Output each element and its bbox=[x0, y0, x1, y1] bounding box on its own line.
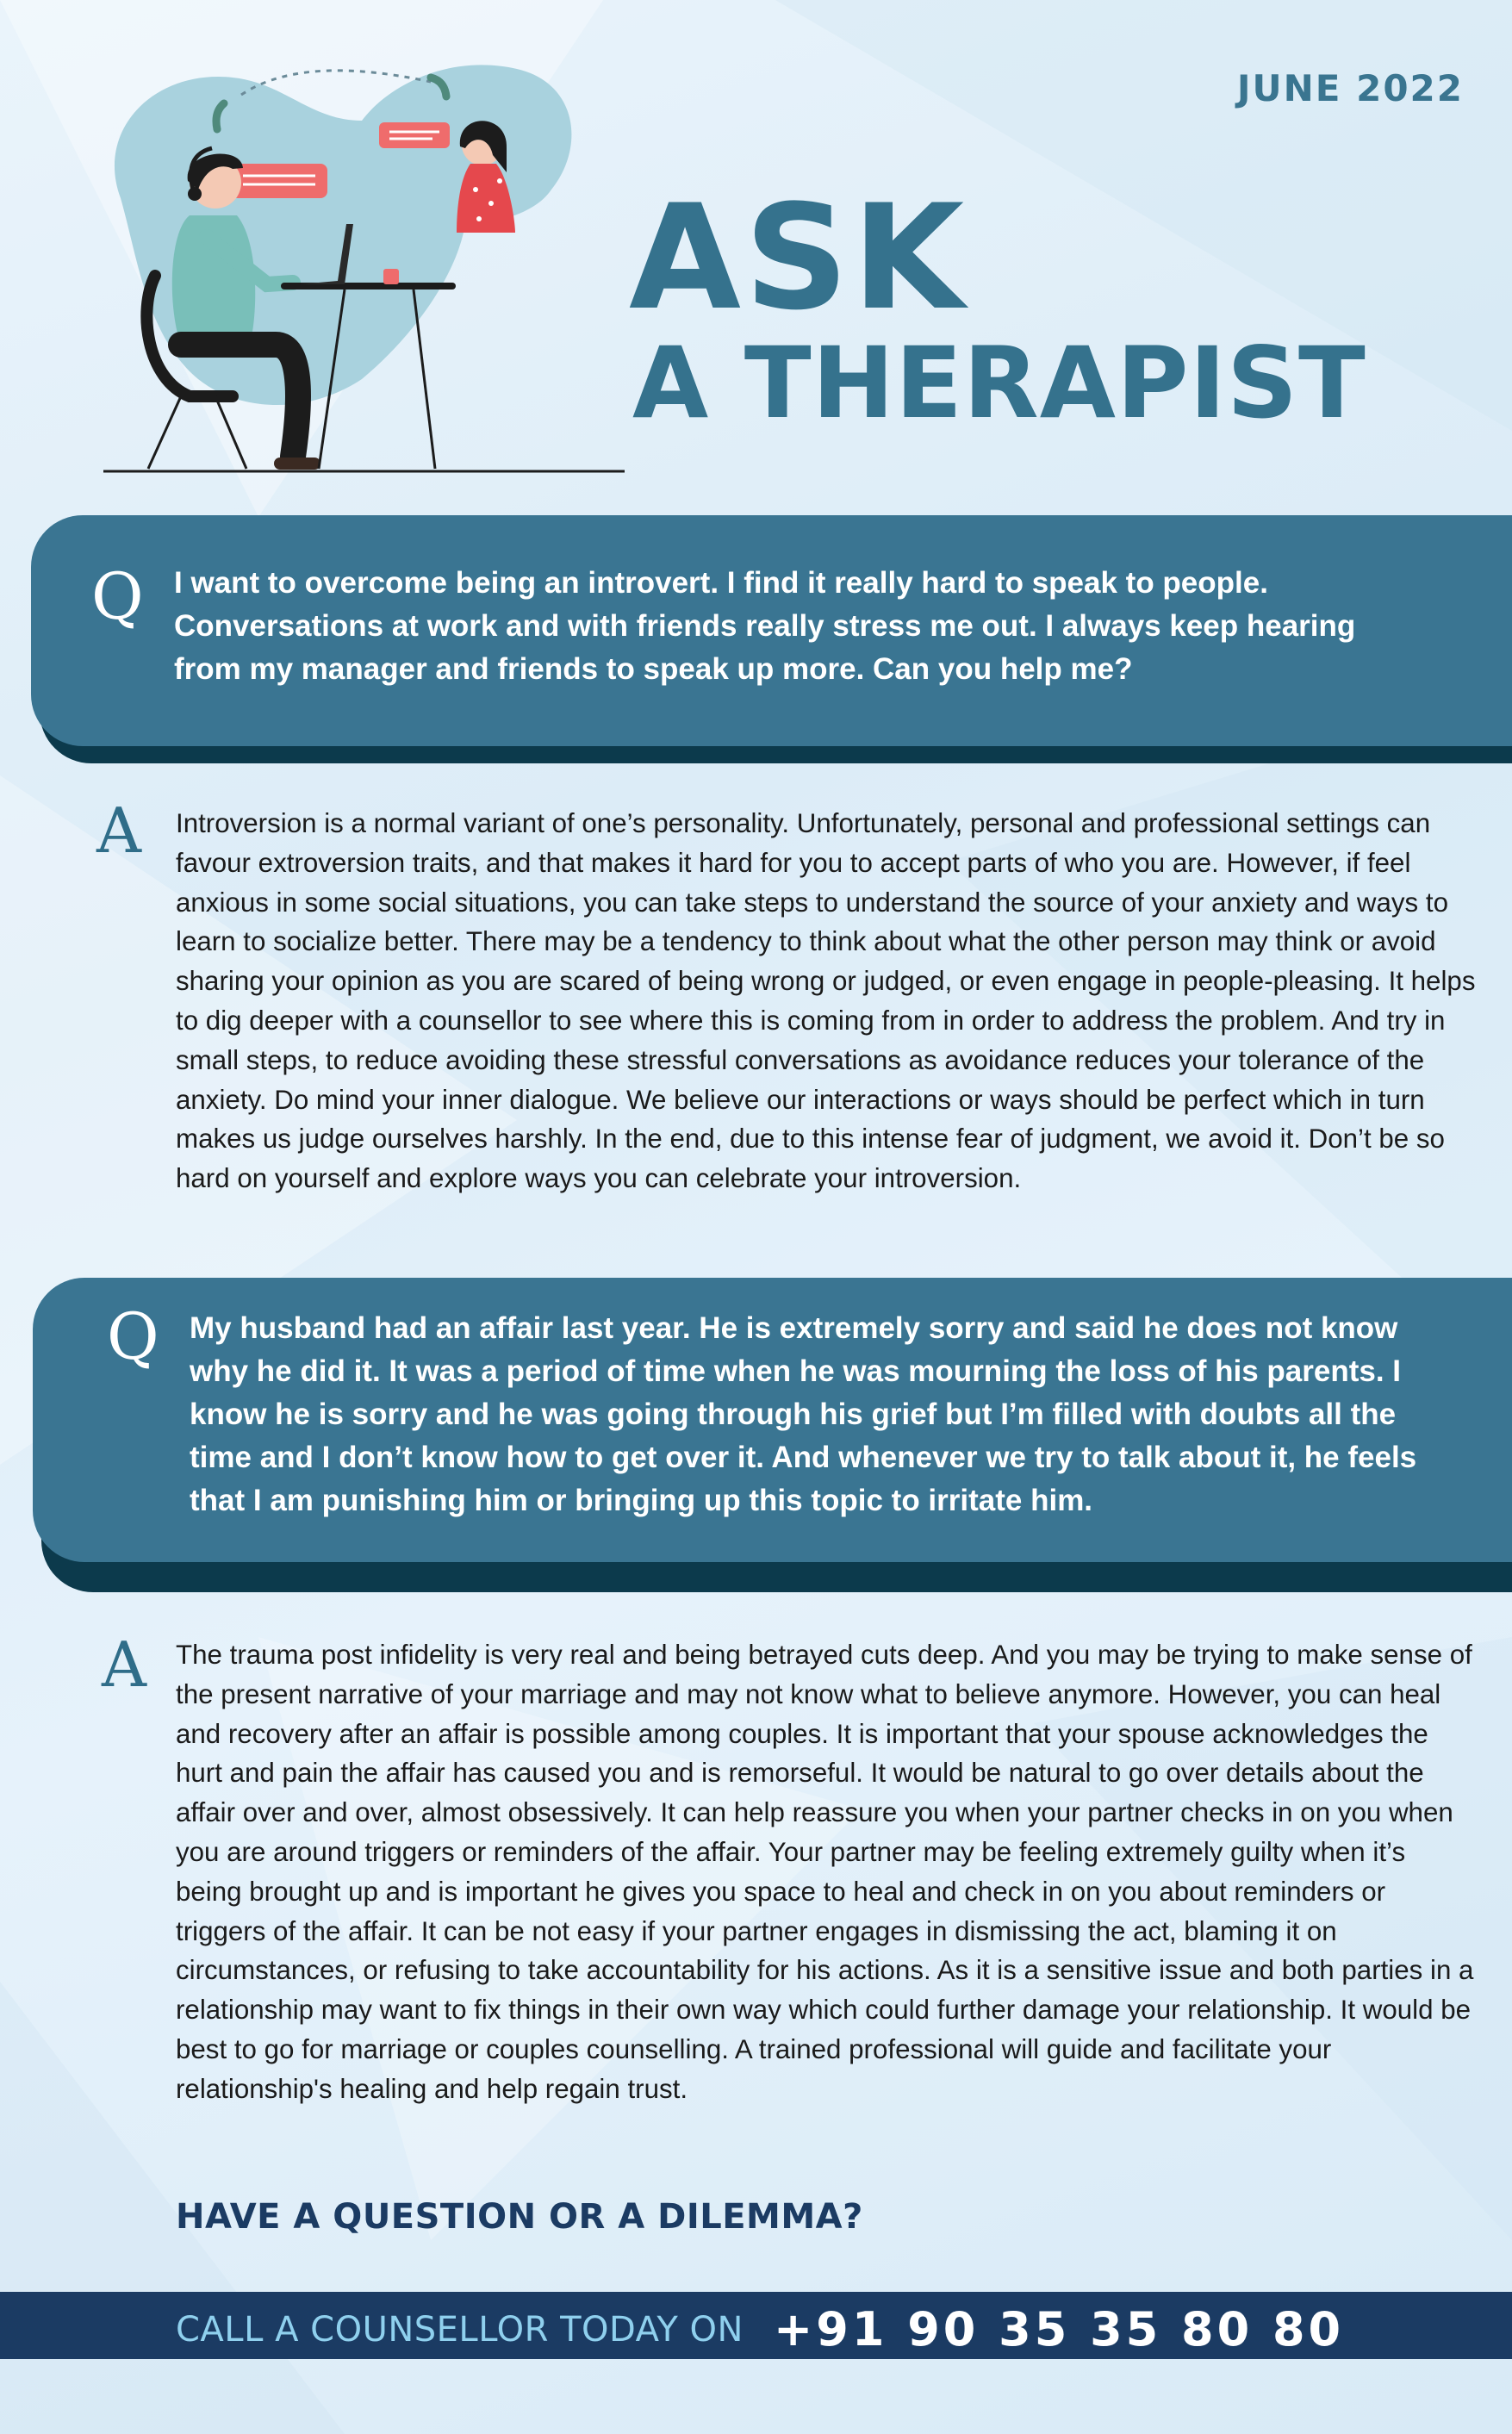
question-text: I want to overcome being an introvert. I find it really hard to speak to people. Conversations at work and with friends really stress me out. I always keep hearing from my manager and friends to speak up more. Can you help me? bbox=[174, 566, 1356, 686]
page-title-therapist: A THERAPIST bbox=[632, 326, 1366, 440]
cta-heading: HAVE A QUESTION OR A DILEMMA? bbox=[176, 2197, 863, 2237]
answer-text: Introversion is a normal variant of one’s personality. Unfortunately, personal and professional settings can favour extroversion traits, and that makes it hard for you to accept parts of who you are. However, if feel anxious in some social situations, you can take steps to understand the source of your anxiety and ways to learn to socialize better. There may be a tendency to think about what the other person may think or avoid sharing your opinion as you are scared of being wrong or judged, or even engage in people-pleasing. It helps to dig deeper with a counsellor to see where this is coming from in order to address the problem. And try in small steps, to reduce avoiding these stressful conversations as avoidance reduces your tolerance of the anxiety. Do mind your inner dialogue. We believe our interactions or ways should be perfect which in turn makes us judge ourselves harshly. In the end, due to this intense fear of judgment, we avoid it. Don’t be so hard on yourself and explore ways you can celebrate your introversion. bbox=[176, 808, 1476, 1194]
question-marker: Q bbox=[107, 1300, 159, 1374]
issue-date: JUNE 2022 bbox=[1236, 67, 1464, 109]
answer-text: The trauma post infidelity is very real and being betrayed cuts deep. And you may be trying to make sense of the present narrative of your marriage and may not know what to believe anymore. However, you can heal and recovery after an affair is possible among couples. It is important that your spouse acknowledges the hurt and pain the affair has caused you and is remorseful. It would be natural to go over details about the affair over and over, almost obsessively. It can help reassure you when your partner checks in on you when you are around triggers or reminders of the affair. Your partner may be feeling extremely guilty when it’s being brought up and is important he gives you space to heal and check in on you about reminders or triggers of the affair. It can be not easy if your partner engages in dismissing the act, blaming it on circumstances, or refusing to take accountability for his actions. As it is a sensitive issue and both parties in a relationship may want to fix things in their own way which could further damage your relationship. It would be best to go for marriage or couples counselling. A trained professional will guide and facilitate your relationship's healing and help regain trust. bbox=[176, 1640, 1474, 2104]
page-title-ask: ASK bbox=[629, 173, 968, 342]
question-marker: Q bbox=[91, 560, 144, 634]
question-text: My husband had an affair last year. He is extremely sorry and said he does not know why he did it. It was a period of time when he was mourning the loss of his parents. I know he is sorry and he was going through his grief but I’m filled with doubts all the time and I don’t know how to get over it. And whenever we try to talk about it, he feels that I am punishing him or bringing up this topic to irritate him. bbox=[190, 1311, 1417, 1517]
footer-call-label: CALL A COUNSELLOR TODAY ON bbox=[176, 2310, 744, 2350]
answer-marker: A bbox=[96, 794, 141, 867]
answer-marker: A bbox=[102, 1628, 146, 1701]
phone-number[interactable]: +91 90 35 35 80 80 bbox=[774, 2302, 1345, 2356]
therapist-call-illustration bbox=[86, 52, 638, 482]
